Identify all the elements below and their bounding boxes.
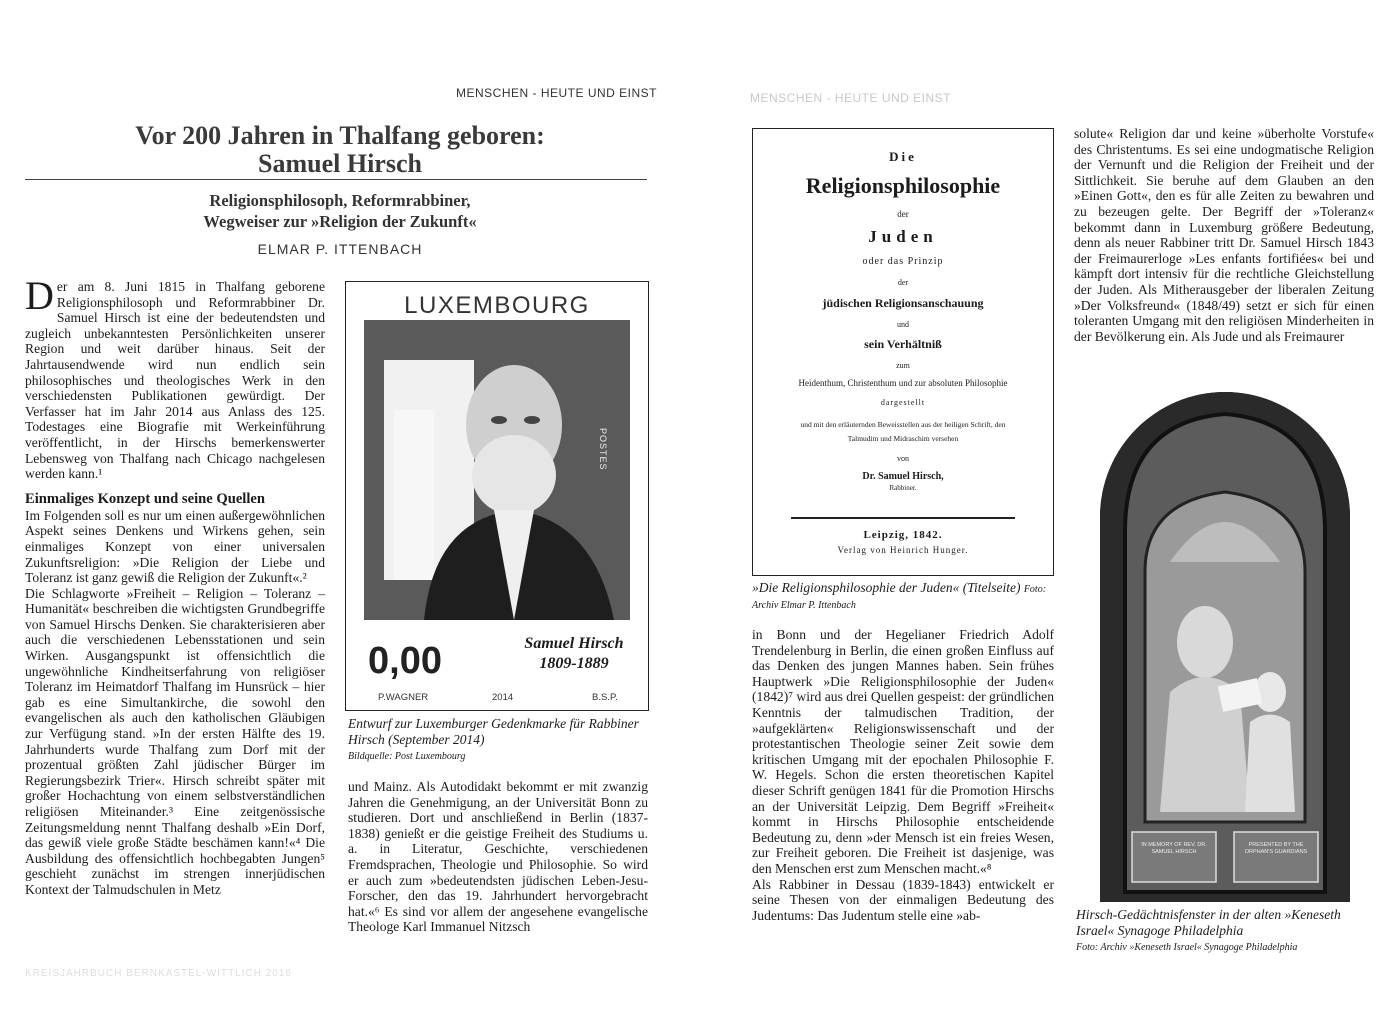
- book-line: jüdischen Religionsanschauung: [822, 296, 984, 310]
- stamp-person: Samuel Hirsch: [524, 635, 624, 652]
- portrait-illustration: [364, 320, 630, 620]
- book-line: Heidenthum, Christenthum und zur absoluten Philosophie: [798, 378, 1008, 388]
- text-column-1: [25, 273, 325, 898]
- book-line: von: [897, 454, 909, 463]
- book-main-title: Religionsphilosophie: [805, 173, 1001, 198]
- window-caption: Hirsch-Gedächtnisfenster in der alten »Keneseth Israel« Synagoge Philadelphia: [1076, 907, 1341, 938]
- stamp-name: [514, 634, 634, 674]
- book-publisher: Verlag von Heinrich Hunger.: [837, 545, 969, 555]
- book-line: der: [897, 278, 909, 287]
- window-plaque-right: PRESENTED BY THE ORPHAN'S GUARDIANS: [1244, 842, 1308, 855]
- running-head-right: MENSCHEN - HEUTE UND EINST: [750, 91, 952, 105]
- article-author: ELMAR P. ITTENBACH: [257, 241, 423, 257]
- stamp-designer: P.WAGNER: [378, 692, 429, 703]
- book-caption-text: »Die Religionsphilosophie der Juden« (Titelseite): [752, 580, 1021, 595]
- article-subtitle: [60, 190, 620, 232]
- paragraph: in Bonn und der Hegelianer Friedrich Adolf Trendelenburg in Berlin, die einen großen Einfluss auf das Denken des jungen Mannes haben. Sein frühes Hauptwerk »Die Religionsphilosophie der Juden« (1842)⁷ wird aus drei Quellen gespeist: der gründlichen Kenntnis der talmudischen Tradition, der »aufgeklärten« Religionswissenschaft und der protestantischen Theologie seiner Zeit sowie dem kritischen Umgang mit der epochalen Philosophie F. W. Hegels. Schon die ersten theoretischen Kapitel dieser Schrift genügen 1841 für die Promotion Hirschs an der Universität Leipzig. Dem Begriff »Freiheit« kommt in Hirschs Philosophie entscheidende Bedeutung zu, denn »der Mensch ist ein freies Wesen, zur Freiheit geboren. Die Freiheit ist dasjenige, was den Menschen erst zum Menschen macht.«⁸: [752, 627, 1054, 876]
- stamp-figure: [345, 281, 649, 711]
- book-caption: [752, 580, 1052, 612]
- stamp-year: 2014: [492, 692, 514, 703]
- book-line: Juden: [868, 227, 938, 246]
- stamp-credit: Bildquelle: Post Luxembourg: [348, 751, 466, 762]
- paragraph: Als Rabbiner in Dessau (1839-1843) entwickelt er seine Thesen von der einmaligen Bedeutung des Judentums: Das Judentum stelle eine »ab-: [752, 876, 1054, 923]
- stamp-value: 0,00: [368, 640, 442, 682]
- book-line: oder das Prinzip: [862, 256, 944, 267]
- book-line: Rabbiner.: [889, 484, 917, 492]
- book-line: der: [897, 209, 909, 219]
- stamp-years: 1809-1889: [539, 655, 609, 672]
- book-line: dargestellt: [880, 398, 926, 407]
- text-column-3: [752, 627, 1054, 923]
- text-column-4: [1074, 126, 1374, 344]
- book-title-page: [752, 128, 1054, 576]
- page-footer: KREISJAHRBUCH BERNKASTEL-WITTLICH 2016: [25, 968, 292, 979]
- stamp-postes-label: POSTES: [598, 428, 608, 471]
- article-title-line1: Vor 200 Jahren in Thalfang geboren:: [135, 121, 545, 150]
- intro-text: er am 8. Juni 1815 in Thalfang geborene Religionsphilosoph und Reformrabbiner Dr. Samuel Hirsch ist eine der bedeutendsten und zugleich unbekanntesten Persönlichkeiten unserer Region und weit darüber hinaus. Seit der Jahrtausendwende wird nun endlich sein philosophisches und theologisches Werk in den verschiedensten Publikationen gewürdigt. Der Verfasser hat im Jahr 2014 aus Anlass des 125. Todestages eine Biografie mit Werkeinführung veröffentlicht, in der Hirschs bemerkenswerter Lebensweg von Thalfang nach Chicago nachgelesen werden kann.¹: [25, 279, 325, 482]
- book-line: Die: [889, 149, 917, 164]
- stamp-portrait: [364, 320, 630, 620]
- window-credit: Foto: Archiv »Keneseth Israel« Synagoge Philadelphia: [1076, 942, 1298, 953]
- section-heading: Einmaliges Konzept und seine Quellen: [25, 490, 266, 507]
- stamp-country: LUXEMBOURG: [404, 292, 590, 319]
- article-title-line2: Samuel Hirsch: [258, 149, 422, 178]
- book-credit: Foto: Archiv Elmar P. Ittenbach: [752, 584, 1047, 611]
- paragraph: Im Folgenden soll es nur um einen außergewöhnlichen Aspekt seines Denkens und Wirkens gehen, sein einmaliges Konzept von einer universalen Zukunftsreligion: »Die Religion der Liebe und Toleranz ist ganz gewiß die Religion der Zukunft«.²: [25, 507, 325, 586]
- book-line: zum: [896, 361, 910, 370]
- book-line: sein Verhältniß: [864, 337, 942, 351]
- article-subtitle-line1: Religionsphilosoph, Reformrabbiner,: [209, 191, 471, 210]
- stamp-printer: B.S.P.: [592, 692, 618, 703]
- book-imprint: Leipzig, 1842.: [863, 529, 943, 541]
- running-head-left: MENSCHEN - HEUTE UND EINST: [456, 86, 658, 100]
- stained-glass-illustration: [1100, 392, 1350, 902]
- window-plaque-left: IN MEMORY OF REV. DR. SAMUEL HIRSCH: [1141, 842, 1207, 855]
- intro-paragraph: [25, 273, 325, 482]
- book-line: und: [897, 320, 909, 329]
- book-line: und mit den erläuternden Beweisstellen aus der heiligen Schrift, den: [800, 420, 1006, 429]
- paragraph: und Mainz. Als Autodidakt bekommt er mit zwanzig Jahren die Genehmigung, an der Universität Bonn zu studieren. Dort und anschließend in Berlin (1837-1838) genießt er die geistige Freiheit des Studiums u. a. in Literatur, Geschichte, verschiedenen Fremdsprachen, Theologie und Philosophie. So wird er auch zum »bedeutendsten jüdischen Leben-Jesu-Forscher, den das 19. Jahrhundert hervorgebracht hat.«⁶ Es sind vor allem der angesehene evangelische Theologe Karl Immanuel Nitzsch: [348, 779, 648, 935]
- title-divider: [25, 179, 647, 180]
- memorial-window-photo: [1100, 392, 1350, 902]
- book-author: Dr. Samuel Hirsch,: [862, 471, 944, 482]
- article-title: [60, 122, 620, 178]
- article-subtitle-line2: Wegweiser zur »Religion der Zukunft«: [203, 212, 477, 231]
- text-column-2: [348, 779, 648, 935]
- book-rule: [791, 517, 1015, 519]
- book-line: Talmudim und Midraschim versehen: [847, 434, 959, 443]
- drop-cap: D: [25, 273, 54, 318]
- paragraph: solute« Religion dar und keine »überholte Vorstufe« des Christentums. Es sei eine undogmatische Religion der Vernunft und die Religion der Freiheit und der Sittlichkeit. Sie beruhe auf dem Glauben an den »Einen Gott«, den es für alle Zeiten zu bewahren und zu bezeugen gelte. Der Begriff der »Toleranz« bekommt dann in Luxemburg größere Bedeutung, denn als neuer Rabbiner tritt Dr. Samuel Hirsch 1843 der Freimaurerloge »Les enfants fortifiées« bei und kämpft dort intensiv für die rechtliche Gleichstellung der Juden. Als Mitherausgeber der liberalen Zeitung »Der Volksfreund« (1848/49) setzt er sich für einen toleranten Umgang mit den religiösen Minderheiten in der Bevölkerung ein. Als Jude und als Freimaurer: [1074, 126, 1374, 344]
- stamp-caption: Entwurf zur Luxemburger Gedenkmarke für Rabbiner Hirsch (September 2014): [348, 716, 639, 747]
- paragraph: Die Schlagworte »Freiheit – Religion – Toleranz – Humanität« beschreiben die wichtigsten Grundbegriffe von Samuel Hirschs Denken. Sie charakterisieren aber auch die verschiedenen Lebensstationen und sein Wirken. Ausgangspunkt ist offensichtlich die ungewöhnliche Kindheitserfahrung von religiöser Toleranz im Heimatdorf Thalfang im Hunsrück – hier gab es eine Simultankirche, die sowohl den evangelischen als auch den katholischen Gläubigen zur Verfügung stand. »In der ersten Hälfte des 19. Jahrhunderts wurde Thalfang zum Dorf mit der prozentual größten Zahl jüdischer Bürger im Regierungsbezirk Trier«. Hirsch schreibt später mit großer Hochachtung von einem selbstverständlichen religiösen Miteinander.³ Eine zeitgenössische Zeitungsmeldung nennt Thalfang deshalb »Ein Dorf, das gewiß viele große Städte beschämen kann!«⁴ Die Ausbildung des offensichtlich hochbegabten Jungen⁵ geschieht zunächst im strengen innerjüdischen Kontext der Talmudschulen in Metz: [25, 585, 325, 897]
